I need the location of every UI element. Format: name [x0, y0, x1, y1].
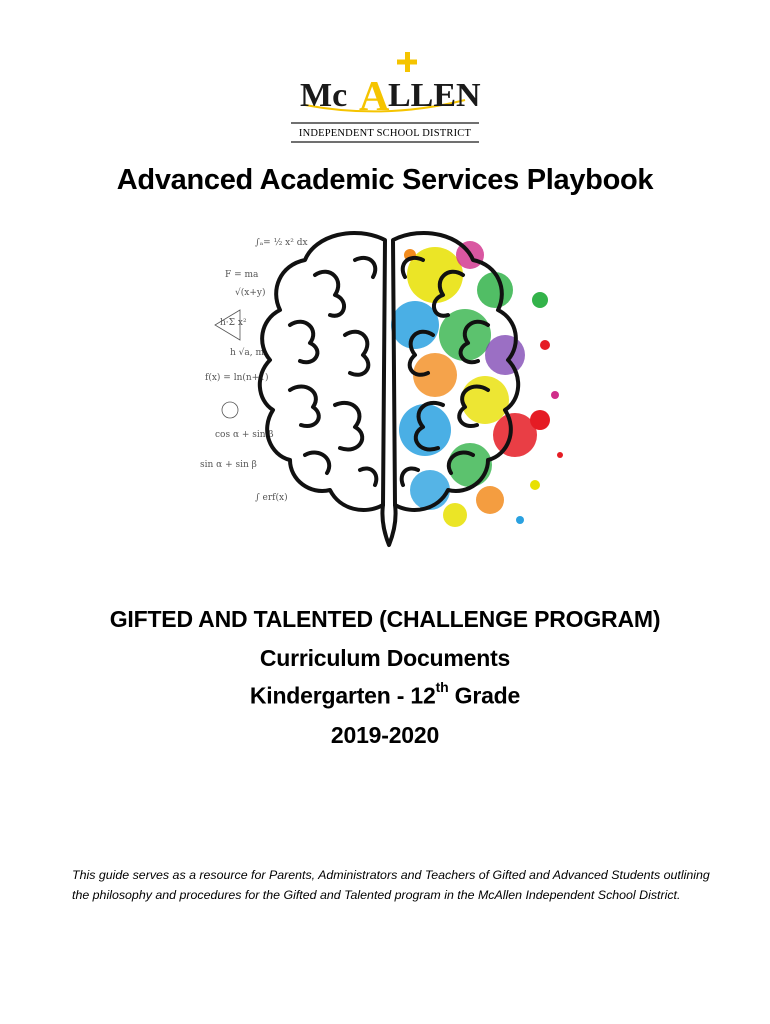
grade-range: Kindergarten - 12th Grade	[249, 679, 521, 709]
brain-illustration-icon	[195, 215, 585, 570]
svg-text:∫ erf(x): ∫ erf(x)	[255, 493, 288, 503]
document-type: Curriculum Documents	[259, 645, 511, 671]
svg-text:h √a, m: h √a, m	[230, 348, 265, 358]
svg-text:cos α + sin β: cos α + sin β	[215, 430, 274, 440]
school-year: 2019-2020	[330, 722, 440, 748]
svg-text:F = ma: F = ma	[225, 270, 259, 280]
logo-subtitle: INDEPENDENT SCHOOL DISTRICT	[298, 128, 472, 139]
svg-text:∫ₐ= ½ x² dx: ∫ₐ= ½ x² dx	[255, 238, 308, 248]
page-title: Advanced Academic Services Playbook	[116, 164, 654, 196]
svg-text:LLEN: LLEN	[388, 77, 481, 114]
svg-text:sin α + sin β: sin α + sin β	[200, 460, 257, 470]
svg-text:√(x+y): √(x+y)	[235, 288, 266, 298]
svg-text:h·Σ x²: h·Σ x²	[220, 318, 247, 328]
svg-text:f(x) = ln(n+1): f(x) = ln(n+1)	[205, 373, 269, 383]
description-paragraph: This guide serves as a resource for Parents, Administrators and Teachers of Gifted and Advanced Students outlining the philosophy and procedures for the Gifted and Talented program in the McAllen Independent School District.	[72, 868, 710, 902]
program-heading: GIFTED AND TALENTED (CHALLENGE PROGRAM)	[109, 606, 661, 632]
svg-text:A: A	[359, 74, 390, 120]
district-logo	[285, 50, 485, 145]
svg-text:Mc: Mc	[300, 77, 348, 114]
